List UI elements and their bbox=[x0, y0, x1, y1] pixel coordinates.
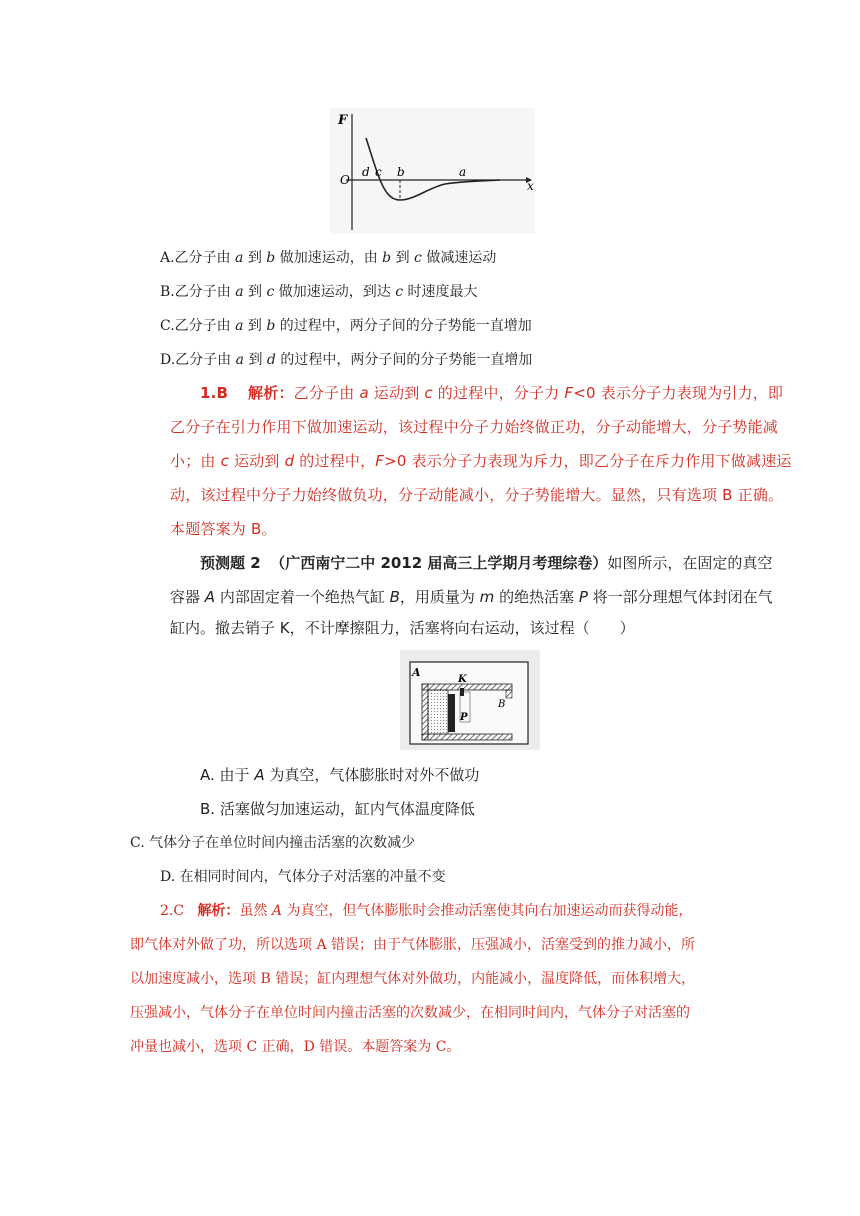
answer2-label: 2.C bbox=[160, 903, 185, 919]
point-a-label: a bbox=[459, 165, 467, 179]
answer2-tag: 解析： bbox=[197, 903, 240, 919]
point-d-label: d bbox=[362, 165, 370, 179]
question2-line1: 预测题 2 （广西南宁二中 2012 届高三上学期月考理综卷）如图所示，在固定的真空 bbox=[200, 554, 773, 572]
question2-source: （广西南宁二中 2012 届高三上学期月考理综卷） bbox=[270, 554, 608, 572]
q1-option-a: A.乙分子由 a 到 b 做加速运动，由 b 到 c 做减速运动 bbox=[160, 250, 497, 266]
q1-option-d: D.乙分子由 a 到 d 的过程中，两分子间的分子势能一直增加 bbox=[160, 352, 533, 368]
piston-p bbox=[448, 694, 455, 732]
q2-option-a: A. 由于 A 为真空，气体膨胀时对外不做功 bbox=[200, 766, 480, 784]
answer1-tag: 解析： bbox=[248, 384, 294, 402]
q1-option-b: B.乙分子由 a 到 c 做加速运动，到达 c 时速度最大 bbox=[160, 284, 478, 300]
q2-option-c: C. 气体分子在单位时间内撞击活塞的次数减少 bbox=[130, 835, 416, 851]
x-axis-label: x bbox=[527, 179, 534, 193]
force-distance-graph bbox=[330, 108, 535, 234]
label-a: A bbox=[412, 666, 421, 679]
cylinder-left-wall bbox=[422, 684, 428, 740]
cylinder-right-lip bbox=[506, 690, 512, 698]
point-c-label: c bbox=[375, 165, 382, 179]
answer1-label: 1.B bbox=[200, 384, 229, 402]
pin-k bbox=[460, 688, 464, 696]
answer2-line1: 2.C 解析：虽然 A 为真空，但气体膨胀时会推动活塞使其向右加速运动而获得动能， bbox=[160, 903, 693, 919]
q2-option-b: B. 活塞做匀加速运动，缸内气体温度降低 bbox=[200, 800, 475, 818]
question2-line3: 缸内。撤去销子 K，不计摩擦阻力，活塞将向右运动，该过程（ ） bbox=[170, 619, 635, 637]
answer2-line4: 压强减小，气体分子在单位时间内撞击活塞的次数减少，在相同时间内，气体分子对活塞的 bbox=[130, 1005, 690, 1021]
question2-label: 预测题 2 bbox=[200, 554, 261, 572]
f-axis-label: F bbox=[338, 113, 348, 128]
answer1-line2: 乙分子在引力作用下做加速运动，该过程中分子力始终做正功，分子动能增大，分子势能减 bbox=[170, 418, 779, 436]
gas-region bbox=[428, 690, 448, 734]
answer1-line1: 1.B 解析：乙分子由 a 运动到 c 的过程中，分子力 F<0 表示分子力表现为引力，即 bbox=[200, 384, 784, 402]
answer2-line3: 以加速度减小，选项 B 错误；缸内理想气体对外做功，内能减小，温度降低，而体积增大， bbox=[130, 971, 696, 987]
cylinder-top-wall bbox=[422, 684, 512, 690]
cylinder-figure bbox=[400, 650, 540, 750]
answer2-line2: 即气体对外做了功，所以选项 A 错误；由于气体膨胀，压强减小，活塞受到的推力减小，所 bbox=[130, 937, 696, 953]
q1-option-c: C.乙分子由 a 到 b 的过程中，两分子间的分子势能一直增加 bbox=[160, 318, 532, 334]
answer2-line5: 冲量也减小，选项 C 正确，D 错误。本题答案为 C。 bbox=[130, 1039, 461, 1055]
answer1-line5: 本题答案为 B。 bbox=[170, 520, 277, 538]
label-p: P bbox=[460, 712, 468, 723]
cylinder-diagram bbox=[400, 650, 540, 750]
question2-line2: 容器 A 内部固定着一个绝热气缸 B，用质量为 m 的绝热活塞 P 将一部分理想气体封闭在气 bbox=[170, 588, 773, 606]
force-distance-figure bbox=[330, 108, 535, 234]
answer1-line3: 小；由 c 运动到 d 的过程中，F>0 表示分子力表现为斥力，即乙分子在斥力作用下做减速运 bbox=[170, 452, 792, 470]
label-b: B bbox=[498, 699, 506, 710]
answer1-line4: 动，该过程中分子力始终做负功，分子动能减小，分子势能增大。显然，只有选项 B 正确。 bbox=[170, 486, 784, 504]
point-b-label: b bbox=[397, 165, 405, 179]
force-curve bbox=[366, 138, 500, 200]
label-k: K bbox=[458, 674, 467, 685]
cylinder-bottom-wall bbox=[422, 734, 512, 740]
origin-label: O bbox=[340, 173, 350, 187]
q2-option-d: D. 在相同时间内，气体分子对活塞的冲量不变 bbox=[160, 869, 446, 885]
